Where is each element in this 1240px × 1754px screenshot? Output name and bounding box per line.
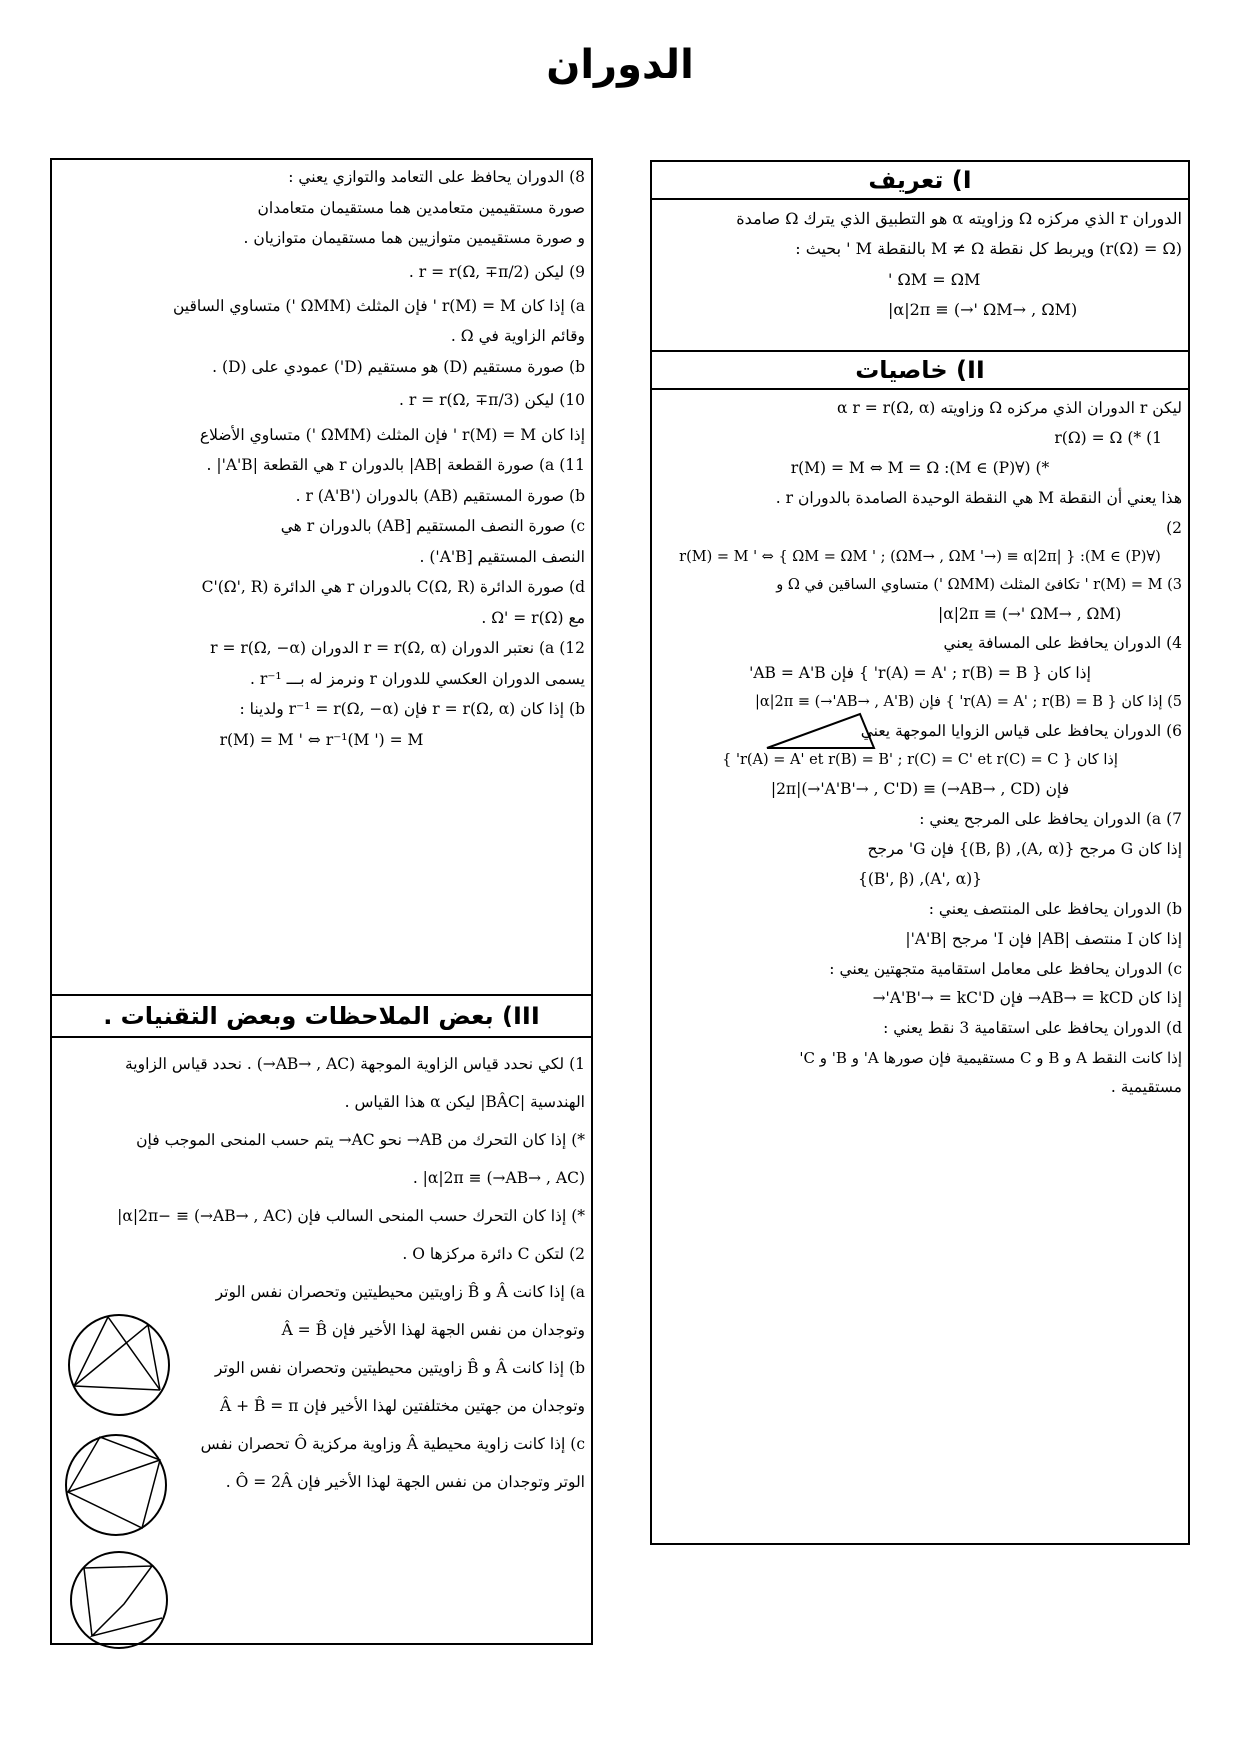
text-line: وتوجدان من نفس الجهة لهذا الأخير فإن Â = B̂: [281, 1320, 585, 1339]
text-line: (r(Ω) = Ω) ويربط كل نقطة M ≠ Ω بالنقطة M ' بحيث :: [795, 239, 1182, 259]
section-heading-definition: I) تعريف: [652, 162, 1188, 200]
text-line: 10) ليكن r = r(Ω, ∓π/3) .: [399, 391, 585, 410]
text-line: b) صورة مستقيم (D) هو مستقيم (D') عمودي على (D) .: [212, 357, 585, 376]
text-line: إذا كانت النقط A و B و C مستقيمية فإن صورها A' و B' و C': [799, 1049, 1182, 1068]
right-column: [650, 160, 1190, 1545]
text-line: وتوجدان من جهتين مختلفتين لهذا الأخير فإن Â + B̂ = π: [219, 1396, 585, 1415]
formula-line: (∀M ∈ (P)): r(M) = M ' ⇔ { ΩM = ΩM ' ; (ΩM→ , ΩM '→) ≡ α|2π| }: [679, 548, 1161, 565]
text-line: صورة مستقيمين متعامدين هما مستقيمان متعامدان: [257, 198, 585, 217]
definition-block: [652, 200, 1188, 350]
text-line: 8) الدوران يحافظ على التعامد والتوازي يعني :: [288, 168, 585, 186]
text-line: 12) a) نعتبر الدوران r = r(Ω, α) الدوران r = r(Ω, −α): [210, 639, 585, 658]
text-line: b) الدوران يحافظ على المنتصف يعني :: [928, 899, 1182, 918]
text-line: الدوران r الذي مركزه Ω وزاويته α هو التطبيق الذي يترك Ω صامدة: [736, 209, 1182, 228]
text-line: b) إذا كان r = r(Ω, α) فإن r⁻¹ = r(Ω, −α) ولدينا :: [239, 700, 585, 719]
isosceles-triangle-figure: [762, 710, 882, 754]
text-line: ليكن r الدوران الذي مركزه Ω وزاويته α r = r(Ω, α): [837, 399, 1182, 417]
text-line: a) إذا كانت Â و B̂ زاويتين محيطيتين وتحصران نفس الوتر: [215, 1282, 585, 1301]
text-line: *) إذا كان التحرك من AB→ نحو AC→ يتم حسب المنحى الموجب فإن: [136, 1130, 585, 1149]
text-line: إذا كان I منتصف |AB| فإن I' مرجح |A'B'|: [905, 929, 1182, 948]
text-line: 9) ليكن r = r(Ω, ∓π/2) .: [408, 262, 585, 281]
text-line: مستقيمية .: [1110, 1078, 1182, 1097]
inscribed-angles-same-side-figure: [64, 1310, 174, 1420]
text-line: مع Ω' = r(Ω) .: [481, 608, 585, 627]
text-line: c) إذا كانت زاوية محيطية Â وزاوية مركزية Ô تحصران نفس: [200, 1434, 585, 1453]
text-line: النصف المستقيم [A'B') .: [419, 547, 585, 566]
page-title: الدوران: [546, 42, 694, 88]
text-line: d) صورة الدائرة C(Ω, R) بالدوران r هي الدائرة C'(Ω', R): [201, 578, 585, 597]
text-line: 1) لكي نحدد قياس الزاوية الموجهة (AB→ , AC→) . نحدد قياس الزاوية: [124, 1055, 585, 1073]
properties-block: [652, 390, 1188, 1103]
text-line: إذا كان { r(A) = A' ; r(B) = B' } فإن AB = A'B': [749, 664, 1091, 683]
text-line: و صورة مستقيمين متوازيين هما مستقيمان متوازيان .: [243, 229, 585, 248]
text-line: يسمى الدوران العكسي للدوران r ونرمز له بـــ r⁻¹ .: [249, 669, 585, 688]
text-line: 4) الدوران يحافظ على المسافة يعني: [943, 634, 1182, 653]
text-line: إذا كان r(M) = M ' فإن المثلث (ΩMM ') متساوي الأضلاع: [199, 425, 585, 444]
text-line: 1) *) r(Ω) = Ω: [1054, 428, 1162, 447]
text-line: b) صورة المستقيم (AB) بالدوران r (A'B') .: [295, 486, 585, 505]
left-column: [50, 158, 593, 1645]
text-line: هذا يعني أن النقطة M هي النقطة الوحيدة الصامدة بالدوران r .: [775, 488, 1182, 507]
text-line: 2): [1166, 518, 1182, 537]
formula-line: (ΩM→ , ΩM '→) ≡ α|2π|: [888, 300, 1078, 320]
formula-line: ΩM = ΩM ': [888, 269, 981, 289]
section-heading-properties: II) خاصيات: [652, 350, 1188, 390]
text-line: 5) إذا كان { r(A) = A' ; r(B) = B' } فإن (AB→ , A'B'→) ≡ α|2π|: [754, 694, 1182, 711]
formula-line: {(A', α), (B', β)}: [857, 869, 983, 888]
text-line: (AB→ , AC→) ≡ α|2π| .: [412, 1168, 585, 1187]
text-line: 3) r(M) = M ' تكافئ المثلث (ΩMM ') متساوي الساقين في Ω و: [776, 576, 1182, 593]
properties-continued-block: [52, 160, 591, 994]
text-line: c) الدوران يحافظ على معامل استقامية متجهتين يعني :: [829, 959, 1182, 978]
text-line: إذا كان AB→ = kCD→ فإن A'B'→ = kC'D'→: [872, 989, 1182, 1008]
text-line: إذا كان G مرجح {(A, α), (B, β)} فإن G' مرجح: [867, 839, 1182, 858]
inscribed-angles-opposite-sides-figure: [60, 1430, 172, 1540]
formula-line: r(M) = M ' ⇔ r⁻¹(M ') = M: [219, 730, 424, 749]
text-line: 7) a) الدوران يحافظ على المرجح يعني :: [919, 810, 1182, 828]
text-line: فإن (AB→ , CD→) ≡ (A'B'→ , C'D'→)|2π|: [770, 780, 1070, 799]
text-line: *) (∀M ∈ (P)): r(M) = M ⇔ M = Ω: [790, 458, 1050, 477]
text-line: إذا كان { r(A) = A' et r(B) = B' ; r(C) = C' et r(C) = C' }: [722, 752, 1118, 769]
text-line: 6) الدوران يحافظ على قياس الزوايا الموجهة يعني: [860, 722, 1182, 741]
formula-line: (ΩM→ , ΩM '→) ≡ α|2π|: [938, 604, 1122, 623]
text-line: الهندسية |BÂC| ليكن α هذا القياس .: [344, 1092, 585, 1111]
text-line: 2) لتكن C دائرة مركزها O .: [402, 1244, 585, 1263]
text-line: d) الدوران يحافظ على استقامية 3 نقط يعني :: [883, 1019, 1182, 1038]
text-line: a) إذا كان r(M) = M ' فإن المثلث (ΩMM ') متساوي الساقين: [172, 296, 585, 315]
text-line: b) إذا كانت Â و B̂ زاويتين محيطيتين وتحصران نفس الوتر: [214, 1358, 585, 1377]
text-line: *) إذا كان التحرك حسب المنحى السالب فإن (AB→ , AC→) ≡ −α|2π|: [117, 1206, 585, 1225]
text-line: c) صورة النصف المستقيم [AB) بالدوران r هي: [280, 517, 585, 536]
text-line: 11) a) صورة القطعة |AB| بالدوران r هي القطعة |A'B'| .: [206, 456, 585, 475]
central-inscribed-angle-figure: [64, 1548, 174, 1652]
text-line: الوتر وتوجدان من نفس الجهة لهذا الأخير فإن Ô = 2Â .: [225, 1472, 585, 1491]
section-heading-notes: III) بعض الملاحظات وبعض التقنيات .: [52, 994, 591, 1038]
text-line: وقائم الزاوية في Ω .: [450, 327, 585, 346]
